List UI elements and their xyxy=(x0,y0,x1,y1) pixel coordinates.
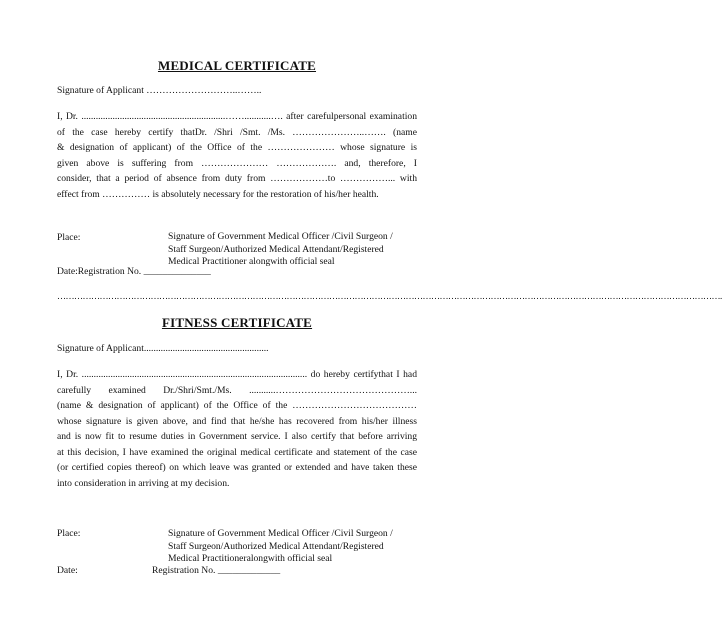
fitness-signature-line-2: Staff Surgeon/Authorized Medical Attendant/Registered xyxy=(168,540,384,552)
fitness-place-label: Place: xyxy=(57,528,81,539)
fitness-registration-number: Registration No. _____________ xyxy=(152,565,281,576)
fitness-body-line-6: at this decision, I have examined the original medical certificate and statement of the case xyxy=(57,446,417,458)
fitness-body-line-8: into consideration in arriving at my decision. xyxy=(57,477,230,489)
medical-signature-line-2: Staff Surgeon/Authorized Medical Attendant/Registered xyxy=(168,243,384,255)
fitness-applicant-signature-line: Signature of Applicant.................................................... xyxy=(57,343,269,354)
fitness-signature-block xyxy=(168,528,393,566)
fitness-signature-line-3: Medical Practitioneralongwith official seal xyxy=(168,553,333,564)
medical-signature-line-3: Medical Practitioner alongwith official seal xyxy=(168,256,335,267)
fitness-body-line-3: (name & designation of applicant) of the Office of the ………………………………… xyxy=(57,400,417,411)
medical-body-line-5: consider, that a period of absence from duty from ………………to ……………... with xyxy=(57,173,417,184)
medical-body-line-4: given above is suffering from ………………… ………………. and, therefore, I xyxy=(57,157,417,169)
fitness-body-line-1: I, Dr. .............................................................................................. do hereby certifythat I had xyxy=(57,369,417,380)
medical-body-line-3: & designation of applicant) of the Office of the ………………… whose signature is xyxy=(57,142,417,153)
fitness-certificate-body xyxy=(57,367,417,491)
section-separator: ………………………………………………………………………………………………………………………………………………………………………………………………………………. xyxy=(57,291,722,301)
fitness-body-line-7: (or certified copies thereof) on which leave was granted or extended and have taken these xyxy=(57,462,417,473)
medical-place-label: Place: xyxy=(57,232,81,243)
medical-signature-block xyxy=(168,231,393,269)
medical-date-registration: Date:Registration No. ______________ xyxy=(57,266,211,277)
fitness-signature-line-1: Signature of Government Medical Officer /Civil Surgeon / xyxy=(168,528,393,539)
medical-certificate-body xyxy=(57,109,417,202)
medical-body-line-1: I, Dr. ............................................................……...........…. after carefulpersonal examination xyxy=(57,111,417,122)
fitness-body-line-4: whose signature is given above, and find that he/she has recovered from his/her illness xyxy=(57,415,417,427)
fitness-body-line-5: and is now fit to resume duties in Government service. I also certify that before arriving xyxy=(57,431,417,442)
fitness-body-line-2: carefully examined Dr./Shri/Smt./Ms. ...........……………………………………... xyxy=(57,384,417,396)
fitness-date-label: Date: xyxy=(57,565,78,576)
fitness-certificate-title: FITNESS CERTIFICATE xyxy=(161,315,313,330)
medical-applicant-signature-line: Signature of Applicant ………………………..…….. xyxy=(57,85,262,96)
medical-signature-line-1: Signature of Government Medical Officer /Civil Surgeon / xyxy=(168,231,393,242)
medical-body-line-6: effect from …………… is absolutely necessary for the restoration of his/her health. xyxy=(57,188,379,200)
medical-certificate-title: MEDICAL CERTIFICATE xyxy=(157,58,317,73)
medical-body-line-2: of the case hereby certify thatDr. /Shri /Smt. /Ms. …………………..……. (name xyxy=(57,126,417,138)
